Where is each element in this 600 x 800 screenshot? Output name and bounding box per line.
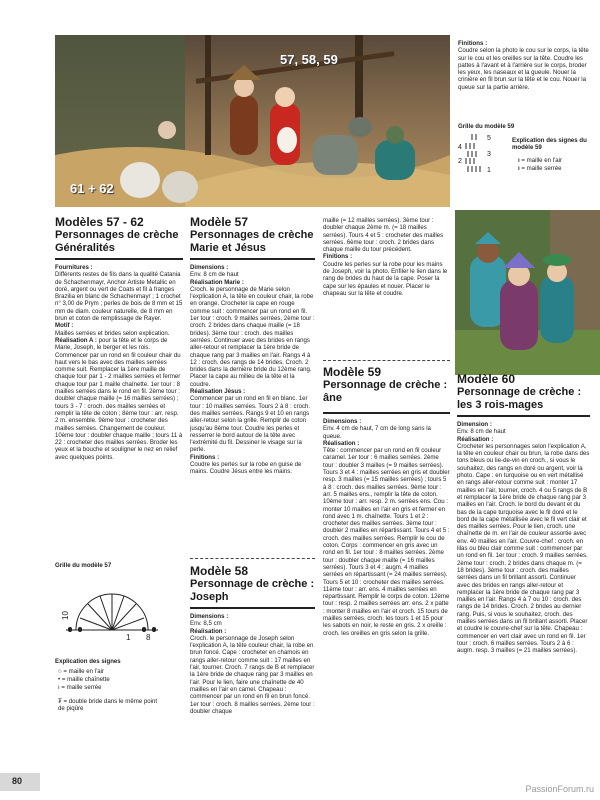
col4-header <box>457 373 590 411</box>
kings-photo <box>455 210 600 375</box>
col1-model-number: Modèles 57 - 62 <box>55 215 144 229</box>
realisation-a-label: Réalisation A : <box>55 336 97 344</box>
col2-title: Personnages de crèche Marie et Jésus <box>190 229 314 254</box>
model59-number: Modèle 59 <box>323 365 382 379</box>
col2-fin-text: Coudre les perles sur la robe en guise de mains. Coudre Jésus entre les mains. <box>190 461 302 476</box>
model60-body <box>457 421 590 773</box>
legend-1-text: = maille en l'air <box>521 157 563 164</box>
col2-realm-text: Croch. le personnage de Marie selon l'explication A, la tête en couleur chair, la robe en orange. Crocheter la cape en rouge comme suit : commencer par un rond en fil. 1er tour : croch. 9 mailles serrées, 2ème tour : croch. 2 brides dans chaque maille (= 18 brides). 3ème tour : croch. des mailles serrées. Continuer avec des brides en rangs aller-retour et remplacer la 1ère bride de chaque rang par 3 mailles en l'air. Rangs 4 à 12 : croch. des rangs de 14 brides. Croch. 2 brides dans la dernière bride du 12ème rang. Placer la cape au milieu de la tête et la coudre. <box>190 285 315 388</box>
legend-maille-chainette: = maille chaînette <box>61 676 110 683</box>
col1-header <box>55 216 183 254</box>
top-photo-badge: 57, 58, 59 <box>280 52 338 67</box>
row-5-label: 5 <box>487 135 491 142</box>
model60-dim-label: Dimension : <box>457 421 492 428</box>
row-2-label: 2 <box>458 158 462 165</box>
col1-body <box>55 264 183 556</box>
model58-number: Modèle 58 <box>190 564 249 578</box>
fournitures-text: Différents restes de fils dans la qualité Catania de Schachenmayr, Anchor Artiste Metallic en doré, argent ou vert de Coats et fil à franges Brazilia en blanc de Schachenmayr ; 1 crochet n° 3,00 de Prym ; perles de bois de 8 mm et 15 mm de diam. couleur naturelle, de 8 mm en brun et coton de remplissage de Rayer. <box>55 271 183 323</box>
model58-header <box>190 565 315 603</box>
grille-59-legend-title: Explication des signes du modèle 59 <box>512 137 587 152</box>
legend-2-text: = maille serrée <box>521 165 562 172</box>
finitions-top-text: Coudre selon la photo le cou sur le corps, la tête sur le cou et les oreilles sur la tête. Coudre les pattes à l'avant et à l'arrière sur le corps, broder les yeux, les naseaux et la gueule. Nouer la crinière en fil brun sur la tête et le cou. Nouer la queue sur la partie arrière. <box>458 47 589 91</box>
model60-title: Personnage de crèche : les 3 rois-mages <box>457 386 582 411</box>
col1-title: Personnages de crèche Généralités <box>55 229 179 254</box>
model59-header <box>323 366 450 404</box>
page-number: 80 <box>12 776 23 786</box>
row-1-label: 1 <box>487 167 491 174</box>
chart-label-8: 8 <box>146 633 151 642</box>
model58-rule <box>190 607 315 609</box>
realisation-a-text: pour la tête et le corps de Marie, Joseph, le berger et les rois. Commencer par un rond en fil couleur chair du haut vers le bas avec des mailles serrées comme suit. Remplacer la 1ère maille de chaque tour par 1 - 2 mailles serrées et fermer chaque tour par 1 maille chaînette. 1er tour : 8 mailles serrées dans le rond en fil. 2ème tour : doubler chaque maille (= 16 mailles serrées) ; tours 3 - 7 : croch. des mailles serrées et remplir la tête de coton ; 8ème tour : arr. resp. 2 m. ensemble. 9ème tour : crocheter des mailles serrées. Changement de couleur. 10ème tour : doubler chaque maille ; tours 11 à 22 : crocheter des mailles serrées. Broder les yeux et la bouche et souligner le nez en relief avec quelques points. <box>55 336 183 461</box>
watermark: PassionForum.ru <box>525 784 594 794</box>
model59-real-text: Tête : commencer par un rond en fil couleur caramel. 1er tour : 6 mailles serrées. 2ème tour : doubler 3 mailles (= 9 mailles serrées). Tours 3 et 4 : mailles serrées en gris et doubler resp. 3 mailles (= 15 mailles serrées) ; tours 5 à 8 : croch. des mailles serrées. 9ème tour : arr. 5 mailles ens., remplir la tête de coton. 10ème tour : arr. resp. 2 m. serrées ens. Cou : monter 10 mailles en l'air en gris et fermer en rond avec 1 m. chaînette. Tours 1 et 2 : crocheter des mailles serrées. 3ème tour : doubler 2 mailles en répartissant. Tours 4 et 5 : croch. des mailles serrées. Remplir le cou de coton. Corps : commencer en gris avec un rond en fil. 1er tour : 8 mailles serrées. 2ème tour : doubler chaque maille (= 16 mailles serrées). Tours 3 et 4 : augm. 4 mailles serrées en répartissant (= 24 mailles serrées). Tours 5 et 10 : crocheter des mailles serrées. 11ème tour : arr. ens. 4 mailles serrées en répartissant. Remplir le corps de coton. 12ème tour : resp. 2 mailles serrées arr. ens. 2 x patte : monter 8 mailles en l'air et croch. 15 tours de mailles serrées, croch. les tours 1 et 15 pour les sabots en noir, le reste en gris. 2 x oreille : croch. les oreilles en gris selon la grille. <box>323 447 450 637</box>
legend-maille-air: = maille en l'air <box>63 668 105 675</box>
col2-realj-label: Réalisation Jésus : <box>190 388 246 396</box>
nativity-photo <box>55 35 450 207</box>
col2-realm-label: Réalisation Marie : <box>190 278 244 286</box>
legend-maille-serree: = maille serrée <box>61 684 102 691</box>
row-3-label: 3 <box>487 151 491 158</box>
chart-label-1: 1 <box>126 633 131 642</box>
model58-title: Personnage de crèche : Joseph <box>190 578 315 603</box>
model59-body <box>323 418 450 770</box>
legend-double-bride: = double bride dans le même point de piqûre <box>58 698 158 713</box>
col1-legend-3: ı = maille serrée <box>58 684 102 691</box>
col2-rule <box>190 258 315 260</box>
col1-rule <box>55 258 183 260</box>
fournitures-label: Fournitures : <box>55 264 93 271</box>
grille-59-legend-1: ı = maille en l'air <box>518 157 563 164</box>
grille-59-legend-2: ı = maille serrée <box>518 165 562 172</box>
col2-header <box>190 216 315 254</box>
grille-57-chart <box>58 574 168 642</box>
model60-dim-text: Env. 8 cm de haut <box>457 428 506 436</box>
col3-fin-label: Finitions : <box>323 253 353 261</box>
col1-legend-4: ₮ = double bride dans le même point de piqûre <box>58 698 158 713</box>
col1-legend-1: ○ = maille en l'air <box>58 668 105 675</box>
row-4-label: 4 <box>458 144 462 151</box>
grille-59-chart <box>458 132 518 177</box>
right-photo <box>455 210 600 375</box>
col3-fin-text: Coudre les perles sur la robe pour les mains de Joseph, voir la photo. Enfiler le lien dans le rang de brides du haut de la cape. Poser la cape sur les épaules et nouer. Placer le chapeau sur la tête et coudre. <box>323 260 448 297</box>
model60-real-text: Crocheter les personnages selon l'explication A, la tête en couleur chair ou brun, la robe dans des tons bleus ou lie-de-vin en croch., si vous le souhaitez, des rangs en doré ou argent, voir la photo. Cape : en turquoise ou en vert métallisé en rangs aller-retour comme suit : monter 17 mailles en l'air, tourner, croch. 4 ou 5 rangs de B et remplacer la 1ère bride de chaque rang par 3 mailles en l'air. Croch. le bord du devant et du bas de la cape turquoise avec le fil doré et le bord de la cape métallisée avec le fil vert clair et des mailles serrées. Pour le lien, croch. une chaînette de m. en l'air de couleur assortie avec env. 40 mailles en l'air. Couvre-chef : croch. en lilas ou bleu clair comme suit : commencer par un rond en fil. 1er tour : croch. 9 mailles serrées. 2ème tour : croch. 2 brides dans chaque m. (= 18 brides). 3ème tour : croch. des mailles serrées dans un fil brillant assorti. Continuer avec des brides en rangs aller-retour et remplacer la 1ère bride de chaque rang par 3 mailles en l'air. Rangs 4 à 7 ou 10 : croch. des rangs de 14 brides. Croch. 2 brides au dernier rang. Puis, si vous le souhaitez, croch. des mailles serrées dans un fil brillant assorti. Placer et coudre le couvre-chef sur la tête. Chapeau : commencer en vert clair avec un rond en fil. 1er tour : croch. 6 mailles serrées. Tours 2 à 6 : augm. resp. 3 mailles (= 21 mailles serrées). <box>457 442 590 655</box>
model58-dim-text: Env. 8,5 cm <box>190 620 222 628</box>
grille-57-title: Grille du modèle 57 <box>55 562 112 569</box>
model60-number: Modèle 60 <box>457 372 516 386</box>
col3-divider <box>323 360 450 361</box>
col3-top-text: maille (= 12 mailles serrées). 3ème tour : doubler chaque 2ème m. (= 18 mailles serrées). Tours 4 et 5 : crocheter des mailles serrées. 6ème tour : croch. 2 brides dans chaque maille du tour précédent. <box>323 217 444 254</box>
col2-dim-label: Dimensions : <box>190 264 229 271</box>
model60-real-label: Réalisation : <box>457 435 494 443</box>
model59-dim-label: Dimensions : <box>323 418 362 425</box>
chart-label-10: 10 <box>61 611 70 620</box>
finitions-top-block <box>458 40 590 112</box>
model59-dim-text: Env. 4 cm de haut, 7 cm de long sans la queue. <box>323 425 431 440</box>
motif-label: Motif : <box>55 322 74 330</box>
finitions-top-label: Finitions : <box>458 40 488 47</box>
model58-real-text: Croch. le personnage de Joseph selon l'explication A, la tête couleur chair, la robe en brun foncé. Cape : crocheter en chamois en rangs aller-retour comme suit : 17 mailles en l'air, tourner. Croch. 7 rangs de B et remplacer la 1ère bride de chaque rang par 3 mailles en l'air. Pour le lien, faire une chaînette de 40 mailles en l'air en camel. Chapeau : commencer par un rond en fil en brun foncé. 1er tour : croch. 8 mailles serrées. 2ème tour : doubler chaque <box>190 634 315 715</box>
grille-59-title: Grille du modèle 59 <box>458 123 515 130</box>
model60-rule <box>457 415 590 417</box>
page-number-box <box>0 773 40 791</box>
col2-fin-label: Finitions : <box>190 453 220 461</box>
model58-body <box>190 613 315 763</box>
model58-real-label: Réalisation : <box>190 627 227 635</box>
col1-legend-title: Explication des signes <box>55 658 121 665</box>
col2-body <box>190 264 315 544</box>
col2-divider <box>190 558 315 559</box>
col2-model-number: Modèle 57 <box>190 215 249 229</box>
model59-title: Personnage de crèche : âne <box>323 379 448 404</box>
col2-dim-text: Env. 8 cm de haut <box>190 271 239 279</box>
col3-top-body <box>323 217 450 357</box>
left-photo-badge: 61 + 62 <box>70 181 114 196</box>
model59-rule <box>323 412 450 414</box>
col1-legend-2: • = maille chaînette <box>58 676 110 683</box>
motif-text: Mailles serrées et brides selon explication. <box>55 329 170 337</box>
model58-dim-label: Dimensions : <box>190 613 229 620</box>
col2-realj-text: Commencer par un rond en fil en blanc. 1er tour : 10 mailles serrées. Tours 2 à 8 : croch. des mailles serrées. Rangs 9 et 10 en rangs aller-retour selon la grille. Remplir de coton jusqu'au 8ème tour. Coudre les perles et resserrer le bord autour de la tête avec l'extrémité du fil. Dessiner le visage sur la perle. <box>190 395 311 454</box>
model59-real-label: Réalisation : <box>323 439 360 447</box>
top-photo <box>55 35 450 207</box>
